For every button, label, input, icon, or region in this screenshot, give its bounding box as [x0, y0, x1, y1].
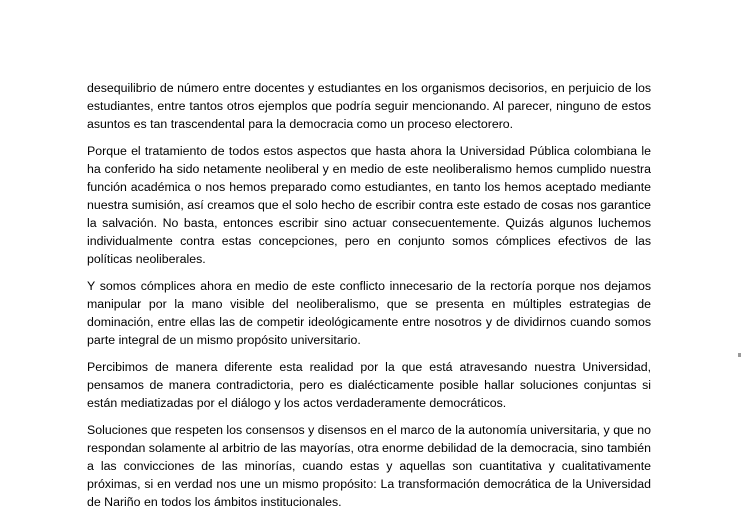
paragraph-5: Soluciones que respeten los consensos y disensos en el marco de la autonomía universitaria, y que no respondan solamente al arbitrio de las mayorías, otra enorme debilidad de la democracia, sino también a las convicciones de las minorías, cuando estas y aquellas son cuantitativa y cualitativamente próximas, si en verdad nos une un mismo propósito: La transformación democrática de la Universidad de Nariño en todos los ámbitos institucionales. — [87, 423, 652, 509]
paragraph-3: Y somos cómplices ahora en medio de este conflicto innecesario de la rectoría porque nos dejamos manipular por la mano visible del neoliberalismo, que se presenta en múltiples estrategias de dominación, entre ellas las de competir ideológicamente entre nosotros y de dividirnos cuando somos parte integral de un mismo propósito universitario. — [87, 279, 651, 347]
paragraph-4: Percibimos de manera diferente esta realidad por la que está atravesando nuestra Universidad, pensamos de manera contradictoria, pero es dialécticamente posible hallar soluciones conjuntas si están mediatizadas por el diálogo y los actos verdaderamente democráticos. — [87, 360, 651, 410]
paragraph-2: Porque el tratamiento de todos estos aspectos que hasta ahora la Universidad Pública colombiana le ha conferido ha sido netamente neoliberal y en medio de este neoliberalismo hemos cumplido nuestra función académica o nos hemos preparado como estudiantes, en tanto los hemos aceptado mediante nuestra sumisión, así creamos que el solo hecho de escribir contra este estado de cosas nos garantice la salvación. No basta, entonces escribir sino actuar consecuentemente. Quizás algunos luchemos individualmente contra estas concepciones, pero en conjunto somos cómplices efectivos de las políticas neoliberales. — [87, 144, 651, 266]
document-body — [87, 79, 651, 520]
paragraph-1: desequilibrio de número entre docentes y estudiantes en los organismos decisorios, en perjuicio de los estudiantes, entre tantos otros ejemplos que podría seguir mencionando. Al parecer, ninguno de estos asuntos es tan trascendental para la democracia como un proceso electorero. — [87, 81, 651, 131]
